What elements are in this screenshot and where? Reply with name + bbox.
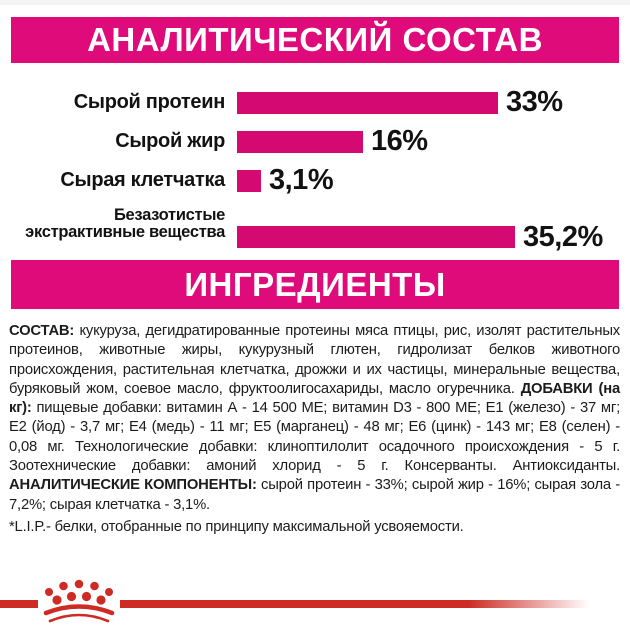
chart-value-label: 33% — [506, 86, 563, 118]
lip-footnote: *L.I.P.- белки, отобранные по принципу максимальной усвояемости. — [9, 518, 464, 535]
ingredients-title: ИНГРЕДИЕНТЫ — [184, 265, 446, 303]
chart-value-label: 16% — [371, 125, 428, 157]
ingredients-banner — [11, 260, 619, 309]
royal-canin-crown-icon — [42, 579, 116, 627]
chart-row — [0, 161, 630, 200]
image-top-edge — [0, 0, 630, 5]
brand-footer — [0, 577, 630, 630]
chart-value-label: 35,2% — [523, 220, 603, 253]
chart-bar — [237, 226, 515, 248]
divider-line-right — [120, 600, 590, 608]
chart-row — [0, 122, 630, 161]
chart-category-label: Сырой жир — [115, 130, 225, 153]
chart-bar — [237, 131, 363, 153]
chart-category-label: Сырой протеин — [73, 91, 225, 114]
chart-row — [0, 83, 630, 122]
chart-bar — [237, 92, 498, 114]
composition-bar-chart — [0, 83, 630, 256]
chart-category-label: Сырая клетчатка — [60, 169, 225, 192]
chart-value-label: 3,1% — [269, 164, 334, 196]
chart-row — [0, 200, 630, 256]
analytical-composition-banner — [11, 17, 619, 63]
chart-category-label: Безазотистые экстрактивные вещества — [25, 206, 225, 241]
ingredients-paragraph: СОСТАВ: кукуруза, дегидратированные протеины мяса птицы, рис, изолят растительных протеинов, животные жиры, кукурузный глютен, гидролизат белков животного происхождения, растительная клетчатка, дрожжи и их частицы, минеральные вещества, буряковый жом, соевое масло, фруктоолигосахариды, масло огуречника. ДОБАВКИ (на кг): пищевые добавки: витамин А - 14 500 МЕ; витамин D3 - 800 МЕ; Е1 (железо) - 37 мг; Е2 (йод) - 3,7 мг; Е4 (медь) - 11 мг; Е5 (марганец) - 48 мг; Е6 (цинк) - 143 мг; Е8 (селен) - 0,08 мг. Технологические добавки: клиноптилолит осадочного происхождения - 5 г. Зоотехнические добавки: амоний хлорид - 5 г. Консерванты. Антиоксиданты. АНАЛИТИЧЕСКИЕ КОМПОНЕНТЫ: сырой протеин - 33%; сырой жир - 16%; сырая зола - 7,2%; сырая клетчатка - 3,1%. — [9, 323, 621, 513]
divider-line-left — [0, 600, 38, 608]
analytical-composition-title: АНАЛИТИЧЕСКИЙ СОСТАВ — [87, 21, 543, 58]
chart-bar — [237, 170, 261, 192]
